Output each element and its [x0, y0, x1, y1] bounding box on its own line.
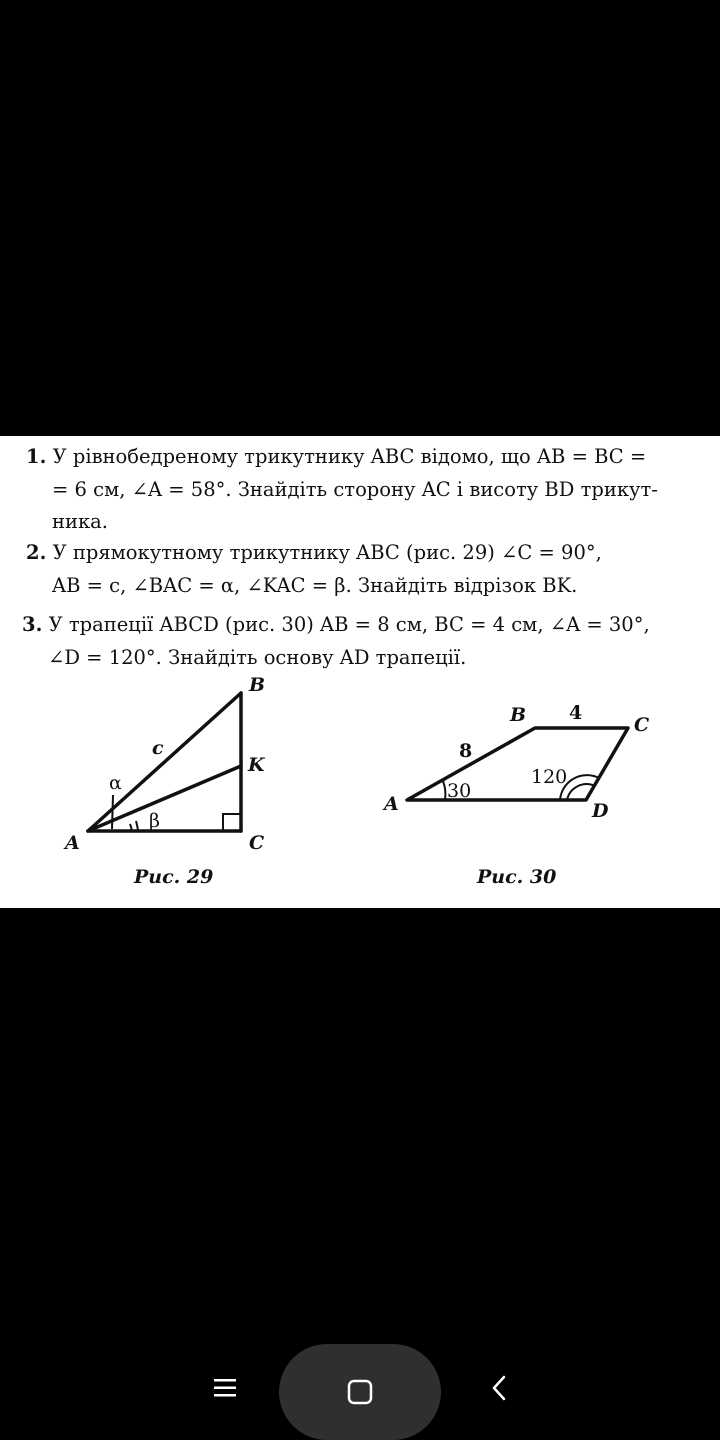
angle-beta-label: β — [149, 810, 160, 832]
problem-3-line-2: ∠D = 120°. Знайдіть основу AD трапеції. — [48, 646, 467, 669]
figure-29 — [55, 671, 295, 851]
problem-1-line-3: ника. — [52, 510, 109, 533]
side-c-label: c — [152, 737, 164, 759]
angle-a-label: 30 — [447, 780, 472, 802]
trapezoid-abcd — [407, 728, 628, 800]
figure-29-caption: Рис. 29 — [134, 866, 214, 888]
vertex-a-label: A — [384, 793, 399, 815]
angle-d-label: 120 — [531, 766, 568, 788]
textbook-page-photo — [0, 436, 720, 908]
problem-3-line-1: 3. У трапеції ABCD (рис. 30) AB = 8 см, BC = 4 см, ∠A = 30°, — [22, 613, 650, 636]
vertex-b-label: B — [249, 674, 266, 696]
angle-a-arc — [443, 781, 445, 800]
side-ab-label: 8 — [459, 740, 473, 762]
vertex-c-label: C — [249, 832, 265, 851]
problem-3-number: 3. — [22, 613, 43, 636]
vertex-b-label: B — [510, 704, 527, 726]
vertex-d-label: D — [592, 800, 609, 821]
vertex-c-label: C — [634, 714, 650, 736]
problem-1-line-2: = 6 см, ∠A = 58°. Знайдіть сторону AC і висоту BD трикут- — [52, 478, 658, 501]
navigation-bar — [0, 1336, 720, 1440]
back-icon — [490, 1374, 510, 1402]
home-button[interactable] — [279, 1344, 441, 1440]
problem-2-line-1: 2. У прямокутному трикутнику ABC (рис. 29) ∠C = 90°, — [26, 541, 602, 564]
menu-button[interactable] — [195, 1358, 255, 1418]
angle-alpha-pointer — [112, 795, 113, 829]
problem-2-line-2: AB = c, ∠BAC = α, ∠KAC = β. Знайдіть відрізок BK. — [52, 574, 578, 597]
point-k-label: K — [248, 754, 265, 776]
figure-30-caption: Рис. 30 — [477, 866, 557, 888]
vertex-a-label: A — [65, 832, 80, 851]
hypotenuse-ab — [88, 693, 241, 831]
back-button[interactable] — [470, 1358, 530, 1418]
problem-2-number: 2. — [26, 541, 47, 564]
figure-30 — [375, 701, 665, 821]
angle-alpha-label: α — [109, 772, 122, 794]
problem-1-number: 1. — [26, 445, 47, 468]
home-icon — [346, 1378, 374, 1406]
right-angle-mark — [223, 814, 241, 831]
menu-icon — [212, 1377, 238, 1399]
side-bc-label: 4 — [569, 702, 583, 724]
problem-1-line-1: 1. У рівнобедреному трикутнику ABC відомо, що AB = BC = — [26, 445, 647, 468]
